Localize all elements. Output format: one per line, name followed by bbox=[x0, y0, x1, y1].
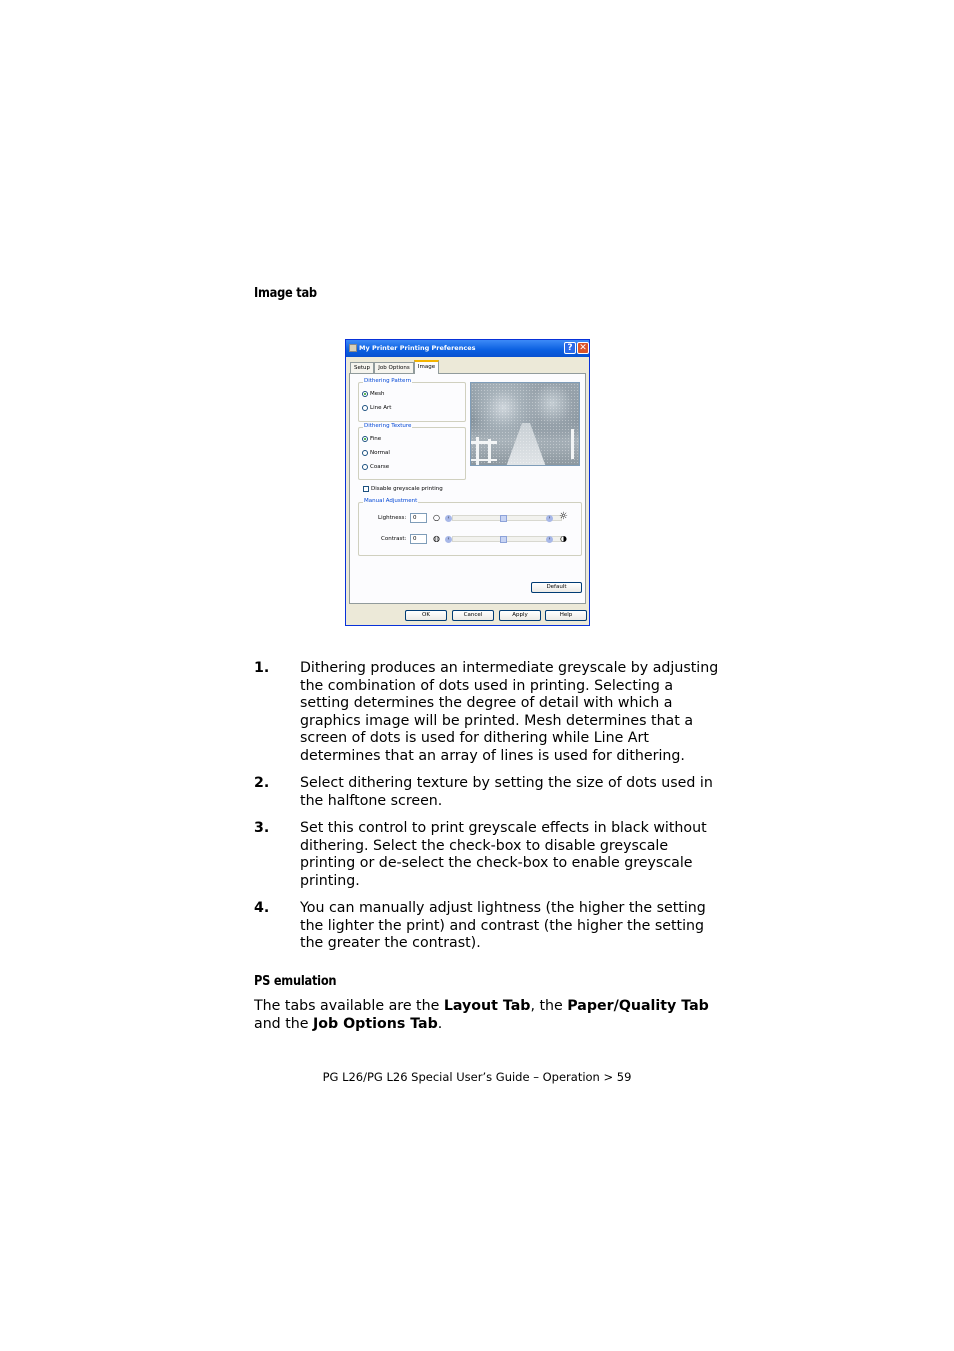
high-contrast-icon: ◑ bbox=[560, 534, 567, 543]
radio-selected-indicator bbox=[362, 391, 368, 397]
para-text: and the bbox=[254, 1015, 313, 1032]
dialog-title: My Printer Printing Preferences bbox=[359, 344, 476, 352]
list-item-text: You can manually adjust lightness (the higher the setting the lighter the print) and contrast (the higher the setting the greater the contrast). bbox=[300, 900, 706, 952]
list-item-number: 2. bbox=[254, 775, 270, 791]
radio-mesh[interactable] bbox=[362, 391, 384, 397]
list-item-number: 3. bbox=[254, 820, 270, 836]
tab-image[interactable]: Image bbox=[414, 360, 439, 374]
radio-selected-indicator bbox=[362, 436, 368, 442]
radio-mesh-label: Mesh bbox=[370, 391, 385, 397]
section-heading-ps-emulation: PS emulation bbox=[254, 974, 337, 989]
radio-line-art-label: Line Art bbox=[370, 405, 392, 411]
radio-indicator bbox=[362, 405, 368, 411]
list-item-text: Select dithering texture by setting the size of dots used in the halftone screen. bbox=[300, 775, 713, 809]
contrast-slider-thumb[interactable] bbox=[500, 536, 507, 543]
printer-icon bbox=[349, 344, 357, 352]
lightness-label: Lightness: bbox=[378, 515, 407, 521]
tab-job-options[interactable]: Job Options bbox=[374, 362, 414, 373]
layout-tab-term: Layout Tab bbox=[443, 998, 531, 1014]
cancel-button[interactable]: Cancel bbox=[452, 610, 494, 621]
checkbox-box bbox=[363, 486, 369, 492]
contrast-input[interactable]: 0 bbox=[410, 534, 427, 544]
list-item-number: 1. bbox=[254, 660, 270, 676]
contrast-decrease-arrow[interactable]: ‹ bbox=[445, 536, 452, 543]
para-text: . bbox=[437, 1015, 443, 1032]
circle-outline-icon: ○ bbox=[433, 513, 440, 522]
low-contrast-icon: ◍ bbox=[433, 534, 440, 543]
dithering-pattern-group bbox=[358, 378, 466, 422]
radio-line-art[interactable] bbox=[362, 405, 391, 411]
dithering-preview-image bbox=[470, 382, 580, 466]
manual-adjustment-label: Manual Adjustment bbox=[364, 498, 418, 504]
radio-fine-label: Fine bbox=[370, 436, 382, 442]
paper-quality-tab-term: Paper/Quality Tab bbox=[567, 998, 709, 1014]
help-button[interactable]: Help bbox=[545, 610, 587, 621]
dithering-texture-label: Dithering Texture bbox=[364, 423, 412, 429]
dithering-texture-group bbox=[358, 423, 466, 480]
ok-button[interactable]: OK bbox=[405, 610, 447, 621]
dialog-titlebar bbox=[346, 340, 589, 357]
para-text: , the bbox=[530, 998, 568, 1014]
lightness-increase-arrow[interactable]: › bbox=[546, 515, 553, 522]
radio-coarse-label: Coarse bbox=[370, 464, 390, 470]
disable-greyscale-checkbox[interactable] bbox=[363, 486, 443, 492]
para-text: The tabs available are the bbox=[254, 998, 444, 1014]
preview-dot-screen bbox=[471, 383, 579, 465]
dithering-pattern-label: Dithering Pattern bbox=[364, 378, 412, 384]
sun-icon: ☼ bbox=[559, 511, 568, 522]
radio-coarse[interactable] bbox=[362, 464, 389, 470]
contrast-increase-arrow[interactable]: › bbox=[546, 536, 553, 543]
job-options-tab-term: Job Options Tab bbox=[313, 1015, 438, 1032]
manual-adjustment-group bbox=[358, 498, 582, 556]
printing-preferences-dialog bbox=[345, 339, 590, 626]
lightness-slider-thumb[interactable] bbox=[500, 515, 507, 522]
help-titlebar-button[interactable]: ? bbox=[564, 342, 576, 354]
list-item-text: Dithering produces an intermediate greyscale by adjusting the combination of dots used in printing. Selecting a setting determines the degree of detail with which a graphics image will be printed. Mesh determines that a screen of dots is used for dithering while Line Art determines that an array of lines is used for dithering. bbox=[300, 660, 719, 764]
page-footer: PG L26/PG L26 Special User’s Guide – Operation > 59 bbox=[322, 1070, 632, 1084]
radio-normal-label: Normal bbox=[370, 450, 390, 456]
radio-fine[interactable] bbox=[362, 436, 381, 442]
lightness-input[interactable]: 0 bbox=[410, 513, 427, 523]
list-item-text: Set this control to print greyscale effects in black without dithering. Select the check-box to disable greyscale printing or de-select the check-box to enable greyscale printing. bbox=[300, 820, 707, 889]
radio-indicator bbox=[362, 464, 368, 470]
lightness-decrease-arrow[interactable]: ‹ bbox=[445, 515, 452, 522]
radio-indicator bbox=[362, 450, 368, 456]
section-heading-image-tab: Image tab bbox=[254, 286, 317, 301]
close-titlebar-button[interactable]: ✕ bbox=[577, 342, 589, 354]
disable-greyscale-label: Disable greyscale printing bbox=[371, 486, 443, 492]
tab-setup[interactable]: Setup bbox=[350, 362, 374, 373]
image-tab-panel bbox=[349, 373, 586, 604]
apply-button[interactable]: Apply bbox=[499, 610, 541, 621]
contrast-label: Contrast: bbox=[381, 536, 407, 542]
default-button[interactable]: Default bbox=[531, 582, 582, 593]
list-item-number: 4. bbox=[254, 900, 270, 916]
radio-normal[interactable] bbox=[362, 450, 390, 456]
ps-emulation-paragraph bbox=[254, 998, 724, 1033]
